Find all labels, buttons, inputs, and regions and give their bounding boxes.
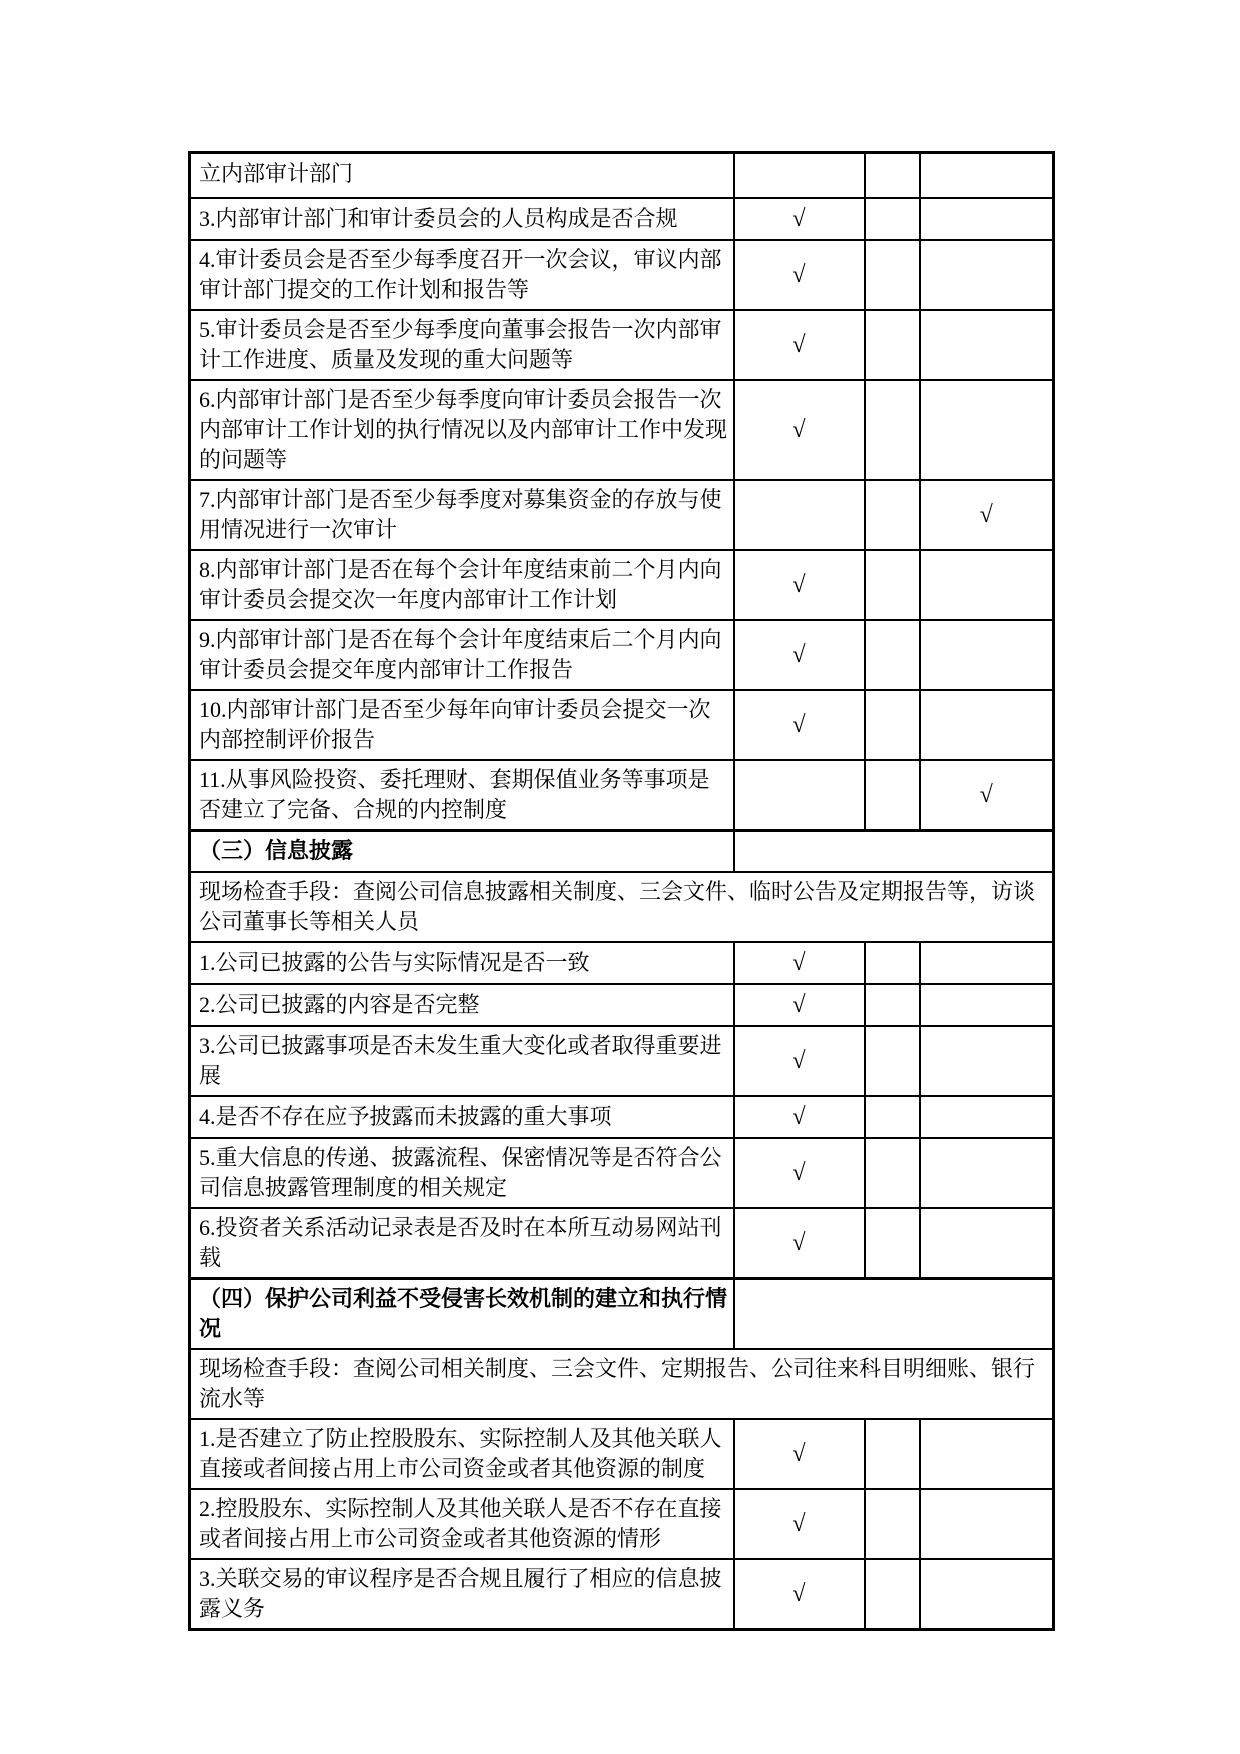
check-cell-2 [865, 310, 920, 380]
item-text-cell: 5.重大信息的传递、披露流程、保密情况等是否符合公司信息披露管理制度的相关规定 [190, 1138, 734, 1208]
table-row-section-3 [190, 830, 1054, 872]
check-cell-2 [865, 153, 920, 198]
check-cell-2 [865, 240, 920, 310]
check-mark: √ [734, 1559, 865, 1630]
check-cell-3 [920, 1489, 1054, 1559]
section-title: （四）保护公司利益不受侵害长效机制的建立和执行情况 [190, 1279, 734, 1350]
check-cell-3 [920, 380, 1054, 480]
table-row-item [190, 1026, 1054, 1096]
check-cell-2 [865, 1138, 920, 1208]
check-cell-2 [865, 480, 920, 550]
check-mark: √ [734, 1096, 865, 1138]
item-text-cell: 9.内部审计部门是否在每个会计年度结束后二个月内向审计委员会提交年度内部审计工作报告 [190, 620, 734, 690]
table-row-item [190, 984, 1054, 1026]
item-text-cell: 5.审计委员会是否至少每季度向董事会报告一次内部审计工作进度、质量及发现的重大问题等 [190, 310, 734, 380]
check-mark: √ [734, 1026, 865, 1096]
table-row-item [190, 620, 1054, 690]
item-text-cell: 3.内部审计部门和审计委员会的人员构成是否合规 [190, 198, 734, 240]
item-text-cell: 2.控股股东、实际控制人及其他关联人是否不存在直接或者间接占用上市公司资金或者其他资源的情形 [190, 1489, 734, 1559]
check-mark: √ [734, 620, 865, 690]
check-cell-2 [865, 1419, 920, 1489]
check-cell-2 [865, 984, 920, 1026]
table-row-inspection-method [190, 1349, 1054, 1419]
item-text-cell: 8.内部审计部门是否在每个会计年度结束前二个月内向审计委员会提交次一年度内部审计工作计划 [190, 550, 734, 620]
table-row-item [190, 240, 1054, 310]
table-row-item [190, 760, 1054, 831]
table-row-item [190, 1138, 1054, 1208]
table-row-item [190, 480, 1054, 550]
check-cell-3 [920, 1559, 1054, 1630]
check-cell-2 [865, 620, 920, 690]
check-cell-3 [920, 984, 1054, 1026]
check-mark: √ [920, 480, 1054, 550]
item-text-cell: 7.内部审计部门是否至少每季度对募集资金的存放与使用情况进行一次审计 [190, 480, 734, 550]
table-row-item [190, 1489, 1054, 1559]
check-cell-3 [920, 550, 1054, 620]
check-mark: √ [734, 310, 865, 380]
check-cell-3 [920, 310, 1054, 380]
inspection-checklist-table [188, 151, 1055, 1631]
check-cell-2 [865, 1489, 920, 1559]
check-mark: √ [734, 550, 865, 620]
check-cell-2 [865, 690, 920, 760]
table-row-item [190, 690, 1054, 760]
item-text-cell: 11.从事风险投资、委托理财、套期保值业务等事项是否建立了完备、合规的内控制度 [190, 760, 734, 831]
check-mark: √ [734, 1419, 865, 1489]
item-text-cell: 10.内部审计部门是否至少每年向审计委员会提交一次内部控制评价报告 [190, 690, 734, 760]
item-text-cell: 6.投资者关系活动记录表是否及时在本所互动易网站刊载 [190, 1208, 734, 1279]
check-cell-2 [865, 380, 920, 480]
check-mark: √ [734, 1208, 865, 1279]
check-cell-1 [734, 480, 865, 550]
check-cell-3 [920, 1208, 1054, 1279]
check-mark: √ [734, 380, 865, 480]
table-row-item [190, 1559, 1054, 1630]
check-cell-2 [865, 1208, 920, 1279]
check-cell-1 [734, 760, 865, 831]
table-row-inspection-method [190, 872, 1054, 942]
table-row-item-continuation [190, 153, 1054, 198]
check-cell-2 [865, 1026, 920, 1096]
check-cell-3 [920, 198, 1054, 240]
inspection-method-text: 现场检查手段：查阅公司信息披露相关制度、三会文件、临时公告及定期报告等，访谈公司董事长等相关人员 [190, 872, 1054, 942]
item-text-cell: 3.公司已披露事项是否未发生重大变化或者取得重要进展 [190, 1026, 734, 1096]
item-text-cell: 2.公司已披露的内容是否完整 [190, 984, 734, 1026]
check-cell-2 [865, 942, 920, 984]
table-row-item [190, 1208, 1054, 1279]
table-row-item [190, 198, 1054, 240]
table-row-item [190, 942, 1054, 984]
check-cell-2 [865, 198, 920, 240]
check-mark: √ [734, 984, 865, 1026]
check-cell-2 [865, 550, 920, 620]
check-mark: √ [734, 198, 865, 240]
check-mark: √ [734, 690, 865, 760]
check-cell-3 [920, 1096, 1054, 1138]
item-text-cell: 4.审计委员会是否至少每季度召开一次会议，审议内部审计部门提交的工作计划和报告等 [190, 240, 734, 310]
table-row-item [190, 310, 1054, 380]
section-title: （三）信息披露 [190, 830, 734, 872]
table-row-item [190, 1096, 1054, 1138]
check-cell-3 [920, 942, 1054, 984]
table-row-item [190, 1419, 1054, 1489]
table-row-section-4 [190, 1279, 1054, 1350]
check-mark: √ [734, 240, 865, 310]
section-empty-cell [734, 830, 1054, 872]
check-cell-2 [865, 760, 920, 831]
check-cell-3 [920, 1419, 1054, 1489]
check-cell-3 [920, 620, 1054, 690]
check-mark: √ [734, 1138, 865, 1208]
item-text-cell: 1.公司已披露的公告与实际情况是否一致 [190, 942, 734, 984]
item-text-cell: 6.内部审计部门是否至少每季度向审计委员会报告一次内部审计工作计划的执行情况以及内部审计工作中发现的问题等 [190, 380, 734, 480]
item-text-cell: 3.关联交易的审议程序是否合规且履行了相应的信息披露义务 [190, 1559, 734, 1630]
table-row-item [190, 380, 1054, 480]
check-mark: √ [920, 760, 1054, 831]
check-cell-3 [920, 153, 1054, 198]
check-cell-3 [920, 690, 1054, 760]
section-empty-cell [734, 1279, 1054, 1350]
table-row-item [190, 550, 1054, 620]
inspection-method-text: 现场检查手段：查阅公司相关制度、三会文件、定期报告、公司往来科目明细账、银行流水等 [190, 1349, 1054, 1419]
check-cell-3 [920, 240, 1054, 310]
check-mark: √ [734, 942, 865, 984]
check-cell-3 [920, 1026, 1054, 1096]
item-text-cell: 立内部审计部门 [190, 153, 734, 198]
check-cell-2 [865, 1096, 920, 1138]
check-mark: √ [734, 1489, 865, 1559]
check-cell-1 [734, 153, 865, 198]
check-cell-3 [920, 1138, 1054, 1208]
check-cell-2 [865, 1559, 920, 1630]
item-text-cell: 4.是否不存在应予披露而未披露的重大事项 [190, 1096, 734, 1138]
item-text-cell: 1.是否建立了防止控股股东、实际控制人及其他关联人直接或者间接占用上市公司资金或者其他资源的制度 [190, 1419, 734, 1489]
